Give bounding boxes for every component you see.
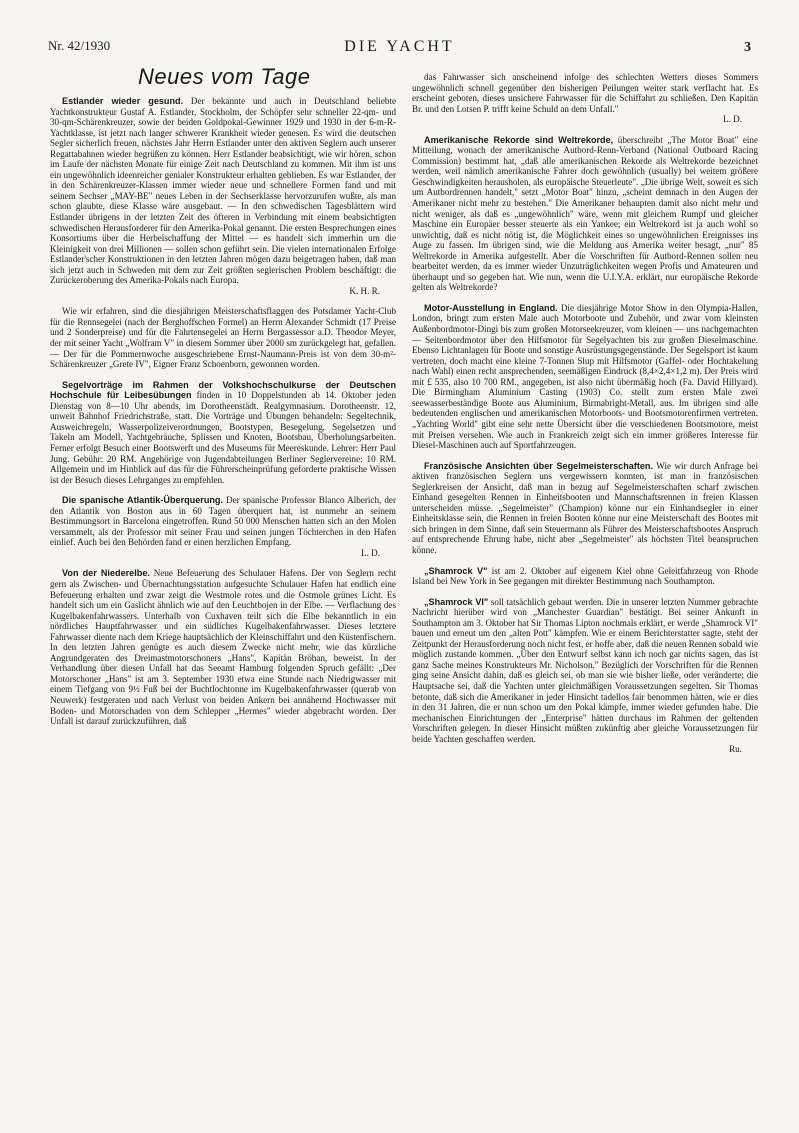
article-body xyxy=(412,597,758,745)
page-header xyxy=(48,38,751,60)
article-body xyxy=(412,566,758,587)
article-heading: Von der Niederelbe. xyxy=(62,568,150,579)
article xyxy=(412,597,758,755)
article xyxy=(412,303,758,451)
article-heading: „Shamrock V" xyxy=(424,565,488,576)
article xyxy=(50,495,396,558)
article-signature: Ru. xyxy=(729,744,742,755)
article-body xyxy=(50,568,396,726)
article-heading: Estlander wieder gesund. xyxy=(62,96,184,106)
article-body xyxy=(412,72,758,114)
article-text: Der bekannte und auch in Deutschland beliebte Yachtkonstrukteur Gustaf A. Estlander, Stockholm, der Schöpfer sehr schneller 22-qm- und 30-qm-Schärenkreuzer, sowie der beiden Goldpokal-Gewinner 1929 und 1930 in der 6-m-R-Yachtklasse, ist jetzt nach langer schwerer Krankheit wieder genesen. Es wird die deutschen Segler sicherlich freuen, nächstes Jahr Herrn Estlander unter den aktiven Seglern auch unserer Regattabahnen wieder begrüßen zu können. Herr Estlander beabsichtigt, wie wir hören, schon im Laufe der nächsten Monate für einige Zeit nach Deutschland zu kommen. Mit ihm ist uns ein ungewöhnlich ideenreicher genialer Konstrukteur erhalten geblieben. Es war Estlander, der in den Schärenkreuzer-Klassen immer wieder neue und schnellere Formen fand und mit seinem Sechser „MAY-BE" neues Leben in der Sechserklasse hervorzurufen wußte, als man schon glaubte, diese Klasse wäre ausgebaut. — In den schwedischen Tagesblättern wird Estlander übrigens in der letzten Zeit des öfteren in Verbindung mit einem beabsichtigten schwedischen Herausforderer für den Amerika-Pokal genannt. Die ersten Besprechungen eines Konsortiums über die Herbeischaffung der Mittel — es handelt sich immerhin um die Kleinigkeit von drei Millionen — sollen schon geführt sein. Die vielen internationalen Erfolge Estlander'scher Konstruktionen in den letzten Jahren mögen dazu beigetragen haben, daß man sich jetzt auch in Schweden mit dem zur Zeit größten seglerischen Problem beschäftigt: die Zurückeroberung des Amerika-Pokals nach Europa. xyxy=(50,96,397,286)
article-text: soll tatsächlich gebaut werden. Die in unserer letzten Nummer gebrachte Nachricht hierüber wird von „Manchester Guardian" bestätigt. Bei seiner Ankunft in Southampton am 3. Oktober hat Sir Thomas Lipton nochmals erklärt, er werde „Shamrock VI" bauen und erneut um den „alten Pott" kämpfen. Wie er einem Berichterstatter sagte, steht der Zeitpunkt der Herausforderung noch nicht fest, er hoffe aber, daß die neuen Rennen sobald wie möglich zustande kommen. „Über den Entwurf selbst kann ich noch gar nichts sagen, das ist ganz Sache meines Konstrukteurs Mr. Nicholson." Bezüglich der Vorschriften für die Rennen ging seine Ansicht dahin, daß es gleich sei, ob man sie wie bisher ließe, oder veränderte; die Hauptsache sei, daß die Yachten unter gleichmäßigen Voraussetzungen segelten. Sir Thomas betonte, daß sich die Amerikaner in jeder Hinsicht tadellos fair benommen hätten, wie er dies in den 31 Jahren, die er nun schon um den Pokal kämpfe, immer wieder gefunden habe. Die mechanischen Einrichtungen der „Enterprise" hätten durchaus im Rahmen der geltenden Vorschriften gelegen. In dieser Hinsicht müßten zukünftig aber gleiche Voraussetzungen für beide Yachten geschaffen werden. xyxy=(412,596,759,744)
article-signature: L. D. xyxy=(723,114,742,125)
article-body xyxy=(412,303,758,451)
article xyxy=(412,135,758,293)
article-text: überschreibt „The Motor Boat" eine Mitteilung, wonach der amerikanische Autbord-Renn-Verband (National Outboard Racing Commission) bestimmt hat, „daß alle amerikanischen Rekorde als Weltrekorde bezeichnet werden, weil nämlich amerikanische Fahrer doch gewöhnlich (usually) bei weitem größere Geschwindigkeiten herausholen, als europäische Steuerleute". „Die übrige Welt, soweit es sich um Autbordrennen handelt," setzt „Motor Boat" hinzu, „scheint demnach in den Augen der Amerikaner nicht mehr zu bestehen." Die Amerikaner behaupten damit also nicht mehr und nicht weniger, als daß es „ungewöhnlich" wäre, wenn mit gleichem Rumpf und gleicher Maschine ein Europäer besser steuerte als ein Yankee; ein Weltrekord ist ja auch wohl so unwichtig, daß es nicht nötig ist, die Möglichkeit eines so ungewöhnlichen Ereignisses ins Auge zu fassen. Im übrigen sind, wie die Meldung aus Amerika weiter besagt, „nur" 85 Weltrekorde in Amerika aufgestellt. Aber die Vorschriften für Autbord-Rennen sollen neu bearbeitet werden, da es immer wieder Unzuträglichkeiten wegen Profis und Amateuren und überhaupt und so gegeben hat. Wie nun, wenn die U.I.Y.A. erklärt, nur europäische Rekorde gelten als Weltrekorde? xyxy=(412,134,759,293)
article-body xyxy=(50,96,396,286)
article-text: ist am 2. Oktober auf eigenem Kiel ohne Geleitfahrzeug von Rhode Island bei New York in See gegangen mit direkter Bestimmung nach Southampton. xyxy=(412,565,758,587)
article-text: Wie wir erfahren, sind die diesjährigen Meisterschaftsflaggen des Potsdamer Yacht-Club für die Rennsegelei (nach der Berghoffschen Formel) an Herrn Alexander Schmidt (17 Preise und 2 Sonderpreise) und für die Fahrtensegelei an Herrn Bergassessor a.D. Theodor Meyer, der mit seiner Yacht „Wolfram V" in diesem Sommer über 2000 sm zurückgelegt hat, gefallen. — Der für die Pommernwoche ausgeschriebene Ernst-Naumann-Preis ist von dem 30-m²-Schärenkreuzer „Grete IV", Eigner Franz Schoenborn, gewonnen worden. xyxy=(50,306,396,370)
right-column xyxy=(412,72,758,765)
article-body xyxy=(412,461,758,556)
article-heading: „Shamrock VI" xyxy=(424,596,489,607)
article xyxy=(412,461,758,556)
article xyxy=(50,96,396,296)
issue-number: Nr. 42/1930 xyxy=(48,38,111,53)
article-text: Die diesjährige Motor Show in den Olympia-Hallen, London, bringt zum ersten Male auch Motorboote und Zubehör, und zwar vom kleinsten Außenbordmotor-Dingi bis zum großen Motorseekreuzer, vom kleinen — uns nachgemachten — Seitenbordmotor über den Hilfsmotor für Segelyachten bis zur großen Dieselmaschine. Ebenso Lichtanlagen für Boote und sonstige Ausrüstungsgegenstände. Der Segelsport ist kaum vertreten, doch macht eine kleine 7-Tonnen Slup mit Hilfsmotor (Gaffel- oder Hochtakelung nach Wahl) einen recht ansprechenden, seemäßigen Eindruck (8,4×2,4×1,2 m). Der Preis wird mit £ 535, also 10 700 RM., angegeben, ist also nicht übermäßig hoch (Fa. David Hillyard). Die Birmingham Aluminium Casting (1903) Co. stellt zum ersten Male zwei seewasserbeständige Boote aus Aluminium, Birmabright-Metall, aus. Im übrigen sind alle bedeutenden englischen und amerikanischen Motorboots- und Bootsmotorenfirmen vertreten. „Yachting World" gibt eine sehr nette Übersicht über die verschiedenen Bootsmotore, meist mit Preisen versehen. Wie auch in Frankreich zeigt sich ein immer größeres Interesse für Diesel-Maschinen auch auf Sportfahrzeugen. xyxy=(412,302,758,451)
section-title: Neues vom Tage xyxy=(138,64,311,89)
article-body xyxy=(412,135,758,293)
article-signature: K. H. R. xyxy=(349,285,380,296)
article xyxy=(412,72,758,125)
article-text: Der spanische Professor Blanco Alberich, der den Atlantik von Boston aus in 60 Tagen überquert hat, ist nunmehr an seinem Bestimmungsort in Barcelona eingetroffen. Rund 50 000 Menschen hatten sich an den Molen versammelt, als der Professor mit seiner Frau und seinen jungen Töchterchen in den Hafen einlief. Auch bei den Behörden fand er einen herzlichen Empfang. xyxy=(50,495,396,548)
page-number: 3 xyxy=(744,40,751,55)
article-heading: Amerikanische Rekorde sind Weltrekorde, xyxy=(424,134,614,145)
magazine-title: DIE YACHT xyxy=(344,38,455,55)
article xyxy=(50,380,396,485)
article-heading: Die spanische Atlantik-Überquerung. xyxy=(62,495,224,506)
article-body xyxy=(50,495,396,548)
article-heading: Motor-Ausstellung in England. xyxy=(424,302,558,313)
left-column xyxy=(50,64,396,737)
article xyxy=(50,568,396,726)
article-body xyxy=(50,380,396,485)
article-heading: Französische Ansichten über Segelmeisterschaften. xyxy=(424,460,654,471)
article xyxy=(50,306,396,369)
article-body xyxy=(50,306,396,369)
article-text: das Fahrwasser sich anscheinend infolge des schlechten Wetters dieses Sommers ungewöhnlich schnell gegenüber den bisherigen Peilungen weiter stark verflacht hat. Es erscheint geboten, dieses unsichere Fahrwasser für die Schiffahrt zu schließen. Den Kapitän Br. und den Lotsen P. trifft keine Schuld an dem Unfall." xyxy=(412,72,758,114)
article-text: Neue Befeuerung des Schulauer Hafens. Der von Seglern recht gern als Zwischen- und Übernachtungsstation aufgesuchte Schulauer Hafen hat endlich eine Befeuerung erhalten und zwar zeigt die Westmole rotes und die Ostmole grünes Licht. Es handelt sich um ein Gaslicht ähnlich wie auf den Leuchtbojen in der Elbe. — Verflachung des Kugelbakenfahrwassers. Unterhalb von Cuxhaven teilt sich die Elbe bekanntlich in ein nördliches Hauptfahrwasser und ein südliches Kugelbakenfahrwasser. Dieses letztere Fahrwasser diente nach dem Kriege hauptsächlich der Kleinschiffahrt und den Küstenfischern. In den letzten Jahren genügte es auch diesem Zwecke nicht mehr, wie das kürzliche Angrundgeraten des Dreimastmotorschoners „Hans", Kapitän Bröhan, beweist. In der Verhandlung über diesen Unfall hat das Seeamt Hamburg folgenden Spruch gefällt: „Der Motorschoner „Hans" ist am 3. September 1930 etwa eine Stunde nach Niedrigwasser mit einem Tiefgang von 9½ Fuß bei der Buchtlochtonne im Kugelbakenfahrwasser (querab von Neuwerk) festgeraten und nach Verlust von beiden Ankern bei annähernd Hochwasser mit Boden- und Motorschaden von dem Schlepper „Hermes" wieder abgebracht worden. Der Unfall ist darauf zurückzuführen, daß xyxy=(50,568,397,727)
article xyxy=(412,566,758,587)
article-text: finden in 10 Doppelstunden ab 14. Oktober jeden Dienstag von 8—10 Uhr abends, im Dorotheenstädt. Realgymnasium. Dorotheenstr. 12, unweit Bahnhof Friedrichstraße, statt. Die Vorträge und Übungen behandeln: Segeltechnik, Ausweichregeln, Wasserpolizeiverordnungen, Bootstypen, Besegelung, Segelsetzen und Takeln am Modell, Yachtgebräuche, Splissen und Knoten, Bootsbau, Überholungsarbeiten. Ferner erfolgt Besuch einer Bootswerft und des Museums für Meereskunde. Lehrer: Herr Paul Jung. Gebühr: 20 RM. Angehörige von Jugendabteilungen Berliner Seglervereine: 10 RM. Allgemein und im Hinblick auf das für die Führerscheinprüfung geforderte praktische Wissen ist der Besuch dieses Lehrganges zu empfehlen. xyxy=(50,390,396,485)
article-signature: L. D. xyxy=(361,547,380,558)
article-text: Wie wir durch Anfrage bei aktiven französischen Seglern uns vergewissern konnten, ist man in französischen Seglerkreisen der Ansicht, daß man in bezug auf Segelmeisterschaften scharf zwischen Einhand gesegelten Rennen in Einheitsbooten und Mannschaftsrennen in freien Klassen unterscheiden müsse. „Segelmeister" (Champion) könne nur ein Einhandsegler in einer Einheitsklasse sein, die Rennen in freien Booten könne nur eine Meisterschaft des Bootes mit sich bringen in dem Sinne, daß sein Steuermann als Führer des Meisterschaftsbootes Anspruch auf entsprechende Ehrung habe, nicht aber „Segelmeister" als höchsten Titel beanspruchen könne. xyxy=(412,460,758,555)
article-heading: Segelvorträge im Rahmen der Volkshochschulkurse der Deutschen Hochschule für Leibesübungen xyxy=(50,379,396,401)
